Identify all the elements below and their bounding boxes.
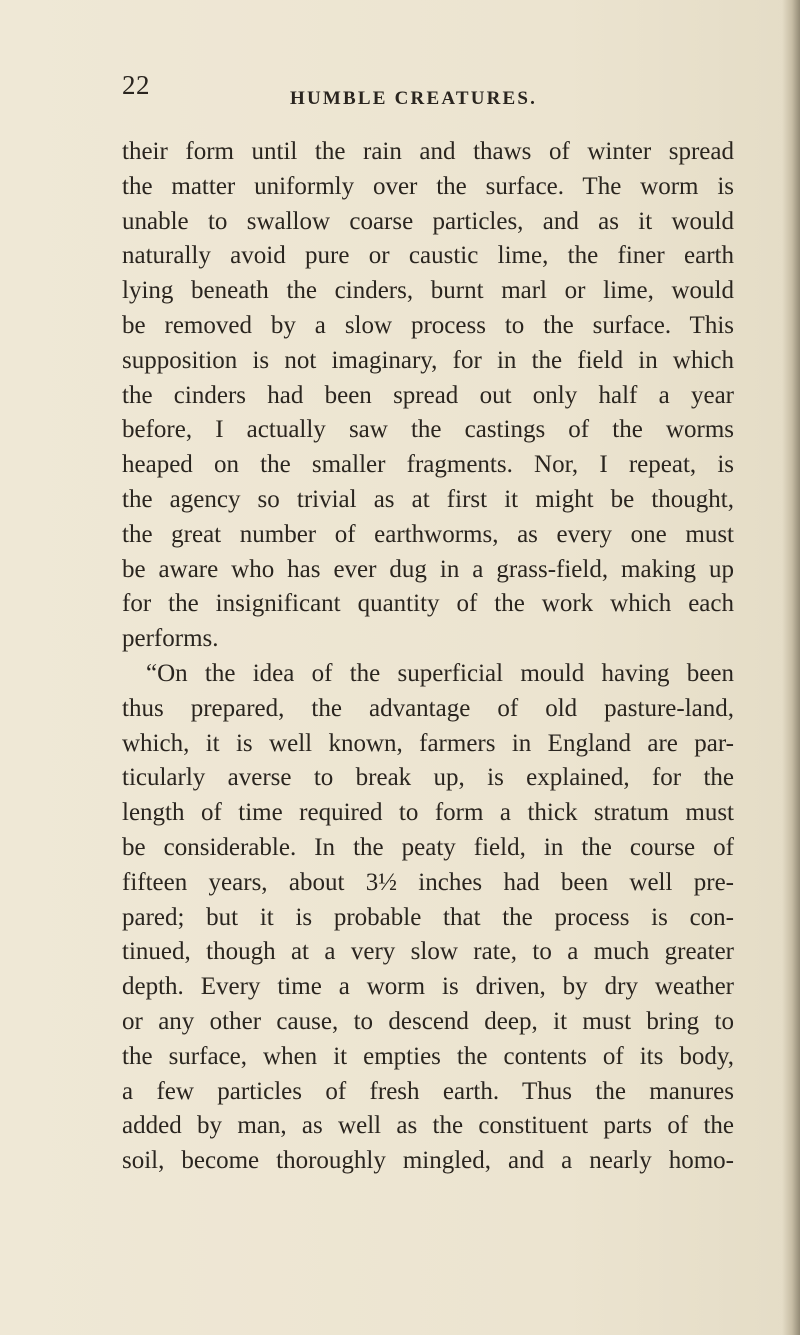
text-line: be aware who has ever dug in a grass-field, making up <box>122 555 734 583</box>
text-line: unable to swallow coarse particles, and as it would <box>122 207 734 235</box>
text-line: lying beneath the cinders, burnt marl or lime, would <box>122 277 734 305</box>
text-line: supposition is not imaginary, for in the field in which <box>122 346 734 374</box>
text-line: tinued, though at a very slow rate, to a much greater <box>122 938 734 966</box>
text-line: a few particles of fresh earth. Thus the manures <box>122 1077 734 1105</box>
text-line: be removed by a slow process to the surface. This <box>122 311 734 339</box>
running-head: HUMBLE CREATURES. <box>290 88 538 109</box>
text-line: which, it is well known, farmers in England are par- <box>122 729 734 757</box>
text-line: heaped on the smaller fragments. Nor, I repeat, is <box>122 451 734 479</box>
page-number: 22 <box>122 70 150 100</box>
text-line: ticularly averse to break up, is explained, for the <box>122 764 734 792</box>
text-line: length of time required to form a thick stratum must <box>122 799 734 827</box>
spine-shadow <box>782 0 800 1335</box>
paragraph-end-line: performs. <box>122 625 219 653</box>
text-line: naturally avoid pure or caustic lime, the finer earth <box>122 242 734 270</box>
text-line: before, I actually saw the castings of the worms <box>122 416 734 444</box>
text-line: pared; but it is probable that the process is con- <box>122 903 734 931</box>
text-line: be considerable. In the peaty field, in the course of <box>122 833 734 861</box>
text-line: the great number of earthworms, as every one must <box>122 520 734 548</box>
text-line: depth. Every time a worm is driven, by dry weather <box>122 973 734 1001</box>
text-line: the agency so trivial as at first it might be thought, <box>122 485 734 513</box>
text-line: the surface, when it empties the contents of its body, <box>122 1042 734 1070</box>
paragraph-start-line: “On the idea of the superficial mould having been <box>146 659 734 687</box>
text-line: soil, become thoroughly mingled, and a nearly homo- <box>122 1147 734 1175</box>
text-line: thus prepared, the advantage of old pasture-land, <box>122 694 734 722</box>
text-line: for the insignificant quantity of the work which each <box>122 590 734 618</box>
text-line: fifteen years, about 3½ inches had been well pre- <box>122 868 734 896</box>
text-line: the cinders had been spread out only half a year <box>122 381 734 409</box>
text-line: their form until the rain and thaws of winter spread <box>122 138 734 165</box>
text-line: added by man, as well as the constituent parts of the <box>122 1112 734 1140</box>
body-text <box>122 135 734 1179</box>
text-line: the matter uniformly over the surface. The worm is <box>122 172 734 200</box>
text-line: or any other cause, to descend deep, it must bring to <box>122 1007 734 1035</box>
